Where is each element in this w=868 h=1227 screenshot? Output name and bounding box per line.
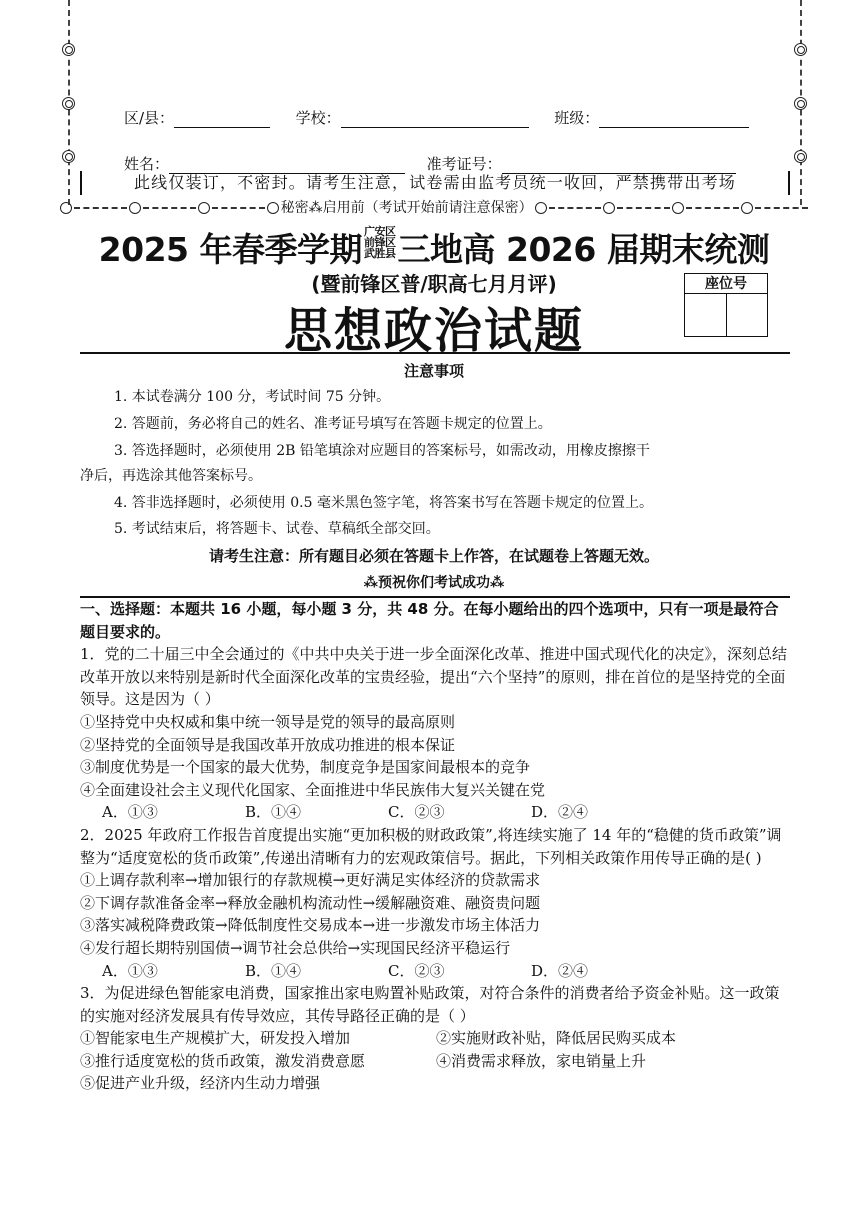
q3-item: ①智能家电生产规模扩大，研发投入增加	[80, 1029, 351, 1048]
q1-option-c[interactable]: C．②③	[388, 803, 445, 822]
seat-divider	[726, 294, 727, 336]
q2-option-b[interactable]: B．①④	[245, 961, 302, 980]
q2-item: ②下调存款准备金率→释放金融机构流动性→缓解融资难、融资贵问题	[80, 893, 541, 912]
q1-stem: 1．党的二十届三中全会通过的《中共中央关于进一步全面深化改革、推进中国式现代化的决定》，深刻总结改革开放以来特别是新时代全面深化改革的宝贵经验，提出“六个坚持”的原则，排在首位的是坚持党的全面领导。这是因为（ ）	[80, 645, 788, 709]
q1-item: ④全面建设社会主义现代化国家、全面推进中华民族伟大复兴关键在党	[80, 780, 546, 799]
questions-body	[80, 598, 792, 1095]
district-label: 区/县：	[124, 109, 175, 127]
exam-subtitle: (暨前锋区普/职高七月月评)	[311, 272, 557, 296]
answer-warning: 请考生注意：所有题目必须在答题卡上作答，在试题卷上答题无效。	[208, 547, 659, 565]
header-row-1	[124, 107, 749, 128]
q2-option-d[interactable]: D．②④	[531, 961, 589, 980]
note-item: 4. 答非选择题时，必须使用 0.5 毫米黑色签字笔，将答案书写在答题卡规定的位置上。	[114, 495, 653, 511]
q2-option-a[interactable]: A．①③	[102, 961, 158, 980]
q1-option-b[interactable]: B．①④	[245, 803, 302, 822]
class-field[interactable]	[599, 112, 749, 128]
note-item: 5. 考试结束后，将答题卡、试卷、草稿纸全部交回。	[114, 521, 440, 537]
q3-item: ④消费需求释放，家电销量上升	[436, 1051, 647, 1070]
title-prefix: 2025 年春季学期	[98, 230, 362, 269]
note-item: 3. 答选择题时，必须使用 2B 铅笔填涂对应题目的答案标号，如需改动，用橡皮擦擦干	[114, 443, 650, 459]
name-label: 姓名：	[124, 155, 170, 173]
ring-icon	[741, 202, 753, 214]
school-label: 学校：	[295, 109, 341, 127]
q1-item: ②坚持党的全面领导是我国改革开放成功推进的根本保证	[80, 735, 456, 754]
secret-label: 秘密⁂启用前（考试开始前请注意保密）	[280, 200, 533, 216]
q1-options	[80, 801, 792, 824]
title-rule	[80, 352, 790, 354]
ring-icon	[535, 202, 547, 214]
ring-icon	[60, 202, 72, 214]
note-item: 1. 本试卷满分 100 分，考试时间 75 分钟。	[114, 389, 391, 405]
seat-number-label: 座位号	[685, 274, 767, 294]
binding-ring-icon	[794, 97, 807, 110]
q3-row	[80, 1027, 792, 1050]
seat-number-box	[684, 273, 768, 337]
district-stack: 广安区 前锋区 武胜县	[364, 225, 396, 260]
binding-ring-icon	[62, 150, 75, 163]
ring-icon	[129, 202, 141, 214]
q1-option-d[interactable]: D．②④	[531, 803, 589, 822]
note-item: 2. 答题前，务必将自己的姓名、准考证号填写在答题卡规定的位置上。	[114, 416, 552, 432]
section-heading: 一、选择题：本题共 16 小题，每小题 3 分，共 48 分。在每小题给出的四个选项中，只有一项是最符合题目要求的。	[80, 600, 779, 641]
secret-line	[60, 199, 810, 217]
ring-icon	[267, 202, 279, 214]
notes-heading: 注意事项	[403, 362, 464, 380]
q1-item: ①坚持党中央权威和集中统一领导是党的领导的最高原则	[80, 712, 456, 731]
q1-option-a[interactable]: A．①③	[102, 803, 158, 822]
district-field[interactable]	[174, 112, 270, 128]
school-field[interactable]	[341, 112, 529, 128]
exam-title	[0, 224, 868, 271]
q2-option-c[interactable]: C．②③	[388, 961, 445, 980]
note-item: 净后，再选涂其他答案标号。	[80, 468, 262, 484]
q2-item: ①上调存款利率→增加银行的存款规模→更好满足实体经济的贷款需求	[80, 871, 541, 890]
binding-ring-icon	[62, 97, 75, 110]
binding-ring-icon	[794, 43, 807, 56]
binding-ring-icon	[794, 150, 807, 163]
title-suffix: 三地高 2026 届期末统测	[397, 230, 770, 269]
q3-row	[80, 1050, 792, 1073]
class-label: 班级：	[554, 109, 600, 127]
q2-options	[80, 960, 792, 983]
q3-item: ⑤促进产业升级，经济内生动力增强	[80, 1074, 321, 1093]
q3-stem: 3．为促进绿色智能家电消费，国家推出家电购置补贴政策，对符合条件的消费者给予资金补贴。这一政策的实施对经济发展具有传导效应，其传导路径正确的是（ ）	[80, 984, 780, 1025]
exam-no-label: 准考证号：	[426, 155, 502, 173]
q2-item: ④发行超长期特别国债→调节社会总供给→实现国民经济平稳运行	[80, 938, 511, 957]
q2-stem: 2．2025 年政府工作报告首度提出实施“更加积极的财政政策”,将连续实施了 14 年的“稳健的货币政策”调整为“适度宽松的货币政策”,传递出清晰有力的宏观政策信号。据此，下列相关政策作用传导正确的是( )	[80, 825, 782, 867]
ring-icon	[198, 202, 210, 214]
ring-icon	[603, 202, 615, 214]
good-luck-wish: ⁂预祝你们考试成功⁂	[363, 575, 505, 591]
binding-ring-icon	[62, 43, 75, 56]
q1-item: ③制度优势是一个国家的最大优势，制度竞争是国家间最根本的竞争	[80, 758, 531, 777]
q3-item: ②实施财政补贴，降低居民购买成本	[436, 1029, 677, 1048]
seal-notice: 此线仅装订，不密封。请考生注意，试卷需由监考员统一收回，严禁携带出考场	[80, 171, 790, 195]
q3-item: ③推行适度宽松的货币政策，激发消费意愿	[80, 1051, 366, 1070]
ring-icon	[672, 202, 684, 214]
q2-item: ③落实减税降费政策→降低制度性交易成本→进一步激发市场主体活力	[80, 916, 541, 935]
subject-title: 思想政治试题	[283, 303, 584, 359]
